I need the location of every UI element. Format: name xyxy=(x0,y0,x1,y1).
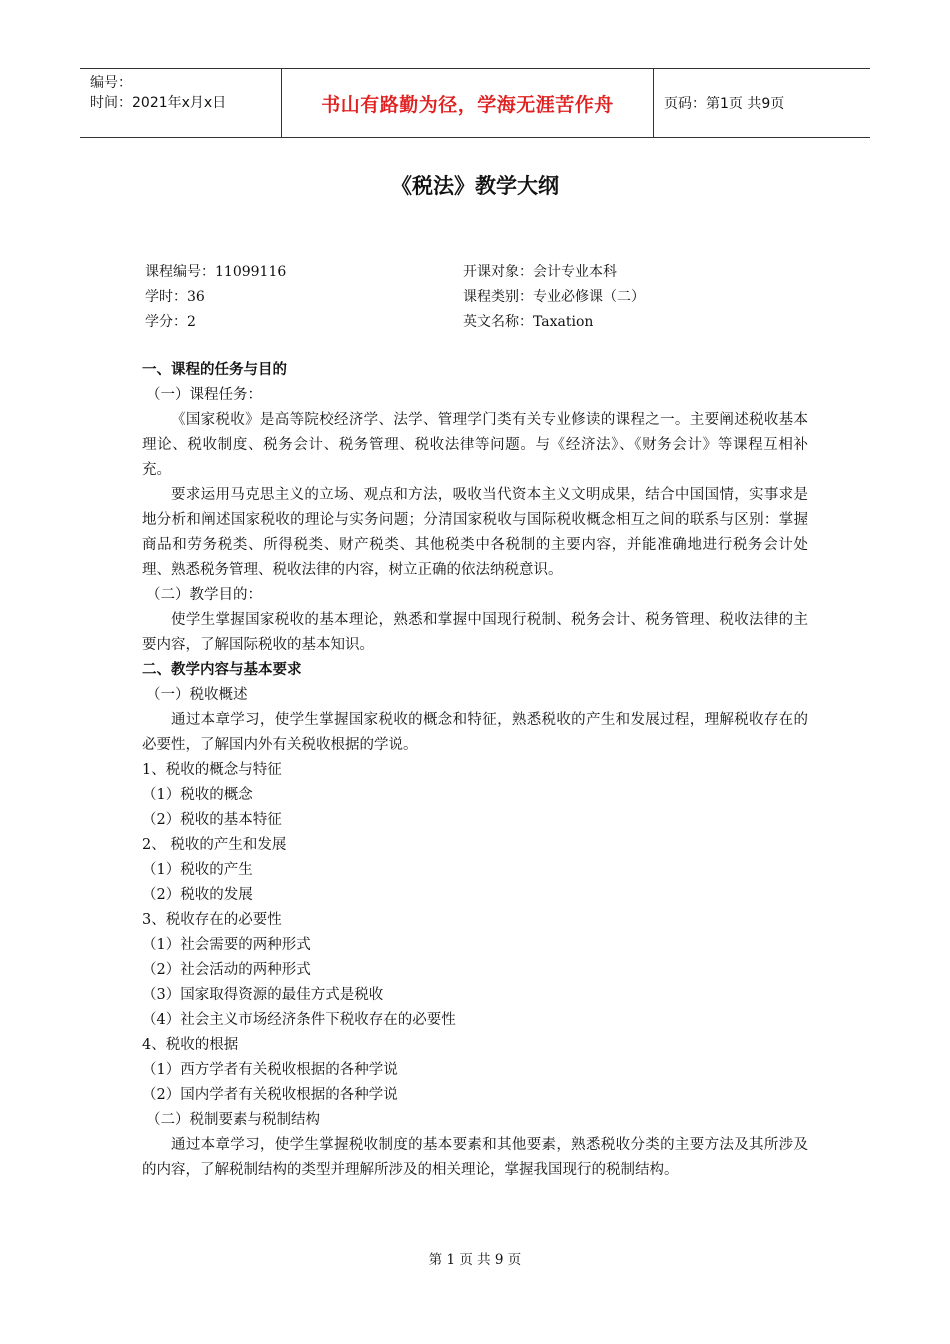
header-slogan-cell xyxy=(282,69,654,137)
course-credits: 学分：2 xyxy=(145,314,196,330)
meta-row xyxy=(145,260,825,285)
list-item: （1）税收的概念 xyxy=(142,787,253,803)
paragraph: 通过本章学习，使学生掌握国家税收的概念和特征，熟悉税收的产生和发展过程，理解税收存在的必要性，了解国内外有关税收根据的学说。 xyxy=(142,712,808,753)
list-item: （1）税收的产生 xyxy=(142,862,253,878)
list-item: （4）社会主义市场经济条件下税收存在的必要性 xyxy=(142,1012,456,1028)
paragraph: 要求运用马克思主义的立场、观点和方法，吸收当代资本主义文明成果，结合中国国情，实事求是地分析和阐述国家税收的理论与实务问题；分清国家税收与国际税收概念相互之间的联系与区别：掌握商品和劳务税类、所得税类、财产税类、其他税类中各税制的主要内容，并能准确地进行税务会计处理、熟悉税务管理、税收法律的内容，树立正确的依法纳税意识。 xyxy=(142,487,808,578)
meta-row xyxy=(145,285,825,310)
paragraph: 《国家税收》是高等院校经济学、法学、管理学门类有关专业修读的课程之一。主要阐述税收基本理论、税收制度、税务会计、税务管理、税收法律等问题。与《经济法》、《财务会计》等课程互相补充。 xyxy=(142,412,808,478)
list-item: （1）西方学者有关税收根据的各种学说 xyxy=(142,1062,398,1078)
header-left-cell xyxy=(80,69,282,137)
subsection-heading: （一）课程任务： xyxy=(146,387,262,403)
header-page-cell xyxy=(654,69,870,137)
section-heading: 一、课程的任务与目的 xyxy=(142,362,287,378)
paragraph: 通过本章学习，使学生掌握税收制度的基本要素和其他要素，熟悉税收分类的主要方法及其所涉及的内容，了解税制结构的类型并理解所涉及的相关理论，掌握我国现行的税制结构。 xyxy=(142,1137,808,1178)
document-body xyxy=(142,358,808,1183)
list-item: 3、税收存在的必要性 xyxy=(142,912,282,928)
course-code: 课程编号：11099116 xyxy=(145,264,287,280)
meta-row xyxy=(145,310,825,335)
list-item: （3）国家取得资源的最佳方式是税收 xyxy=(142,987,384,1003)
list-item: （2）国内学者有关税收根据的各种学说 xyxy=(142,1087,398,1103)
header-table xyxy=(80,68,870,138)
document-title: 《税法》教学大纲 xyxy=(391,174,559,198)
course-audience: 开课对象：会计专业本科 xyxy=(463,264,617,280)
list-item: （2）社会活动的两种形式 xyxy=(142,962,311,978)
paragraph: 使学生掌握国家税收的基本理论，熟悉和掌握中国现行税制、税务会计、税务管理、税收法律的主要内容，了解国际税收的基本知识。 xyxy=(142,612,808,653)
course-hours: 学时：36 xyxy=(145,289,205,305)
list-item: 4、税收的根据 xyxy=(142,1037,239,1053)
list-item: 2、 税收的产生和发展 xyxy=(142,837,287,853)
course-meta xyxy=(145,260,825,335)
page-footer: 第 1 页 共 9 页 xyxy=(428,1252,522,1268)
list-item: （1）社会需要的两种形式 xyxy=(142,937,311,953)
course-english-name: 英文名称：Taxation xyxy=(463,314,594,330)
subsection-heading: （一）税收概述 xyxy=(146,687,248,703)
course-category: 课程类别：专业必修课（二） xyxy=(463,289,645,305)
document-number-label: 编号： xyxy=(90,75,132,91)
subsection-heading: （二）教学目的： xyxy=(146,587,262,603)
section-heading: 二、教学内容与基本要求 xyxy=(142,662,302,678)
header-page-label: 页码：第1页 共9页 xyxy=(664,96,785,112)
document-time-label: 时间：2021年x月x日 xyxy=(90,95,227,111)
header-slogan: 书山有路勤为径，学海无涯苦作舟 xyxy=(321,93,614,116)
subsection-heading: （二）税制要素与税制结构 xyxy=(146,1112,320,1128)
list-item: 1、税收的概念与特征 xyxy=(142,762,282,778)
list-item: （2）税收的发展 xyxy=(142,887,253,903)
list-item: （2）税收的基本特征 xyxy=(142,812,282,828)
